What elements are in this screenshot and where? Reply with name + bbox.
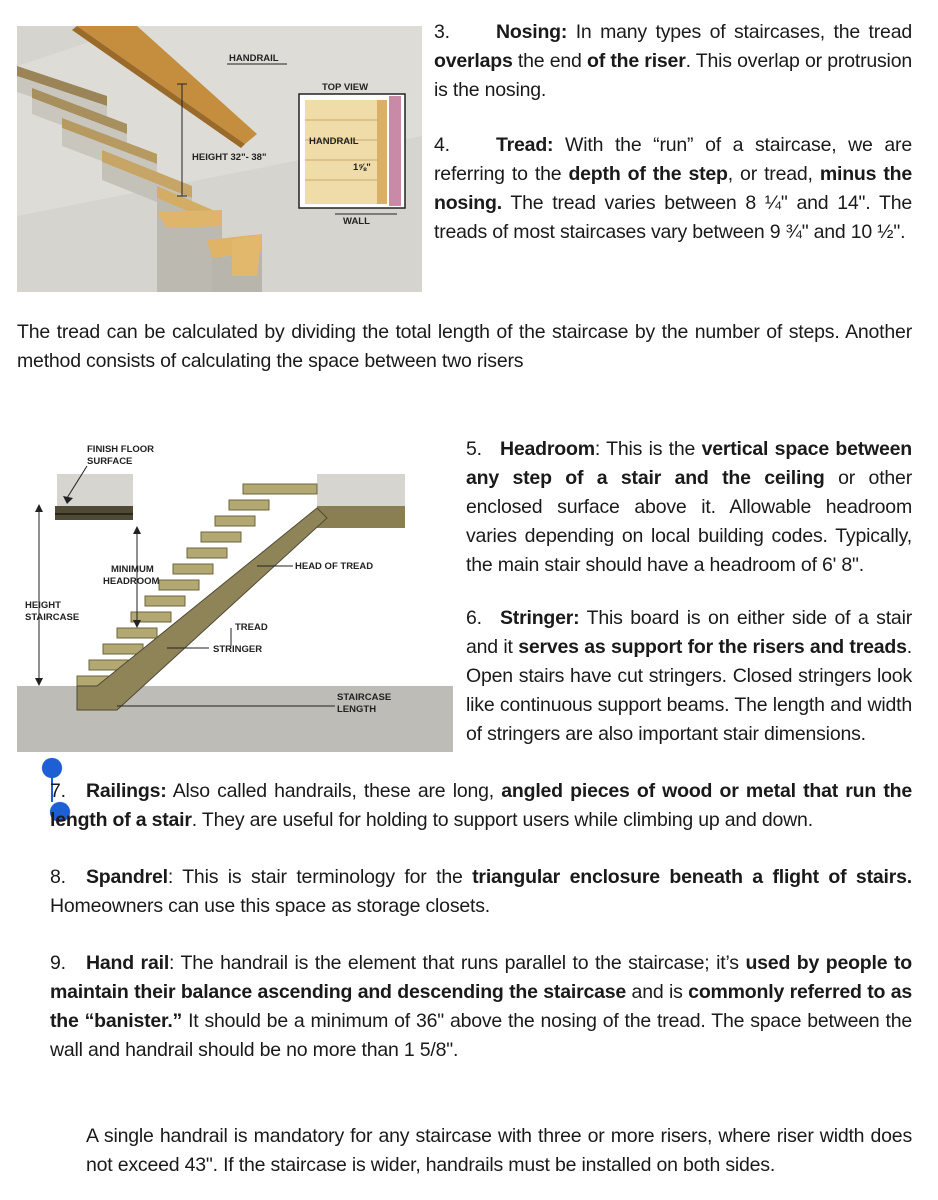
- text-run: : This is the: [594, 438, 702, 460]
- term-hand-rail: Hand rail: [86, 952, 170, 974]
- term-tread: Tread:: [496, 134, 554, 156]
- label-handrail-top: HANDRAIL: [309, 136, 359, 147]
- text-run: : This is stair terminology for the: [167, 866, 473, 888]
- term-headroom: Headroom: [500, 438, 595, 460]
- item-number: 7.: [50, 780, 66, 802]
- bold-run: of the riser: [587, 50, 686, 72]
- bold-run: vertical space between any step of a stair and the ceiling: [466, 438, 913, 489]
- text-run: . This overlap or protrusion is the nosing.: [434, 50, 912, 101]
- item-number: 3.: [434, 21, 450, 43]
- item-number: 9.: [50, 952, 66, 974]
- staircase-dimension-diagram: [17, 438, 453, 752]
- term-nosing: Nosing:: [496, 21, 568, 43]
- bold-run: used by people to maintain their balance ascending and descending the staircase: [50, 952, 912, 1003]
- label-finish-floor-1: FINISH FLOOR: [87, 444, 155, 455]
- label-length-2: LENGTH: [337, 704, 377, 715]
- bold-run: minus the nosing.: [434, 163, 913, 214]
- handrail-rule-paragraph: A single handrail is mandatory for any staircase with three or more risers, where riser width does not exceed 43". If the staircase is wider, handrails must be installed on both sides.: [86, 1125, 912, 1176]
- label-height-2: STAIRCASE: [25, 612, 80, 623]
- item-nosing: [434, 18, 912, 105]
- bold-run: commonly referred to as the “banister.”: [50, 981, 912, 1032]
- text-run: . Open stairs have cut stringers. Closed stringers look like continuous support beams. The length and width of stringers are also important stair dimensions.: [466, 636, 912, 745]
- item-number: 4.: [434, 134, 450, 156]
- label-min-headroom-2: HEADROOM: [103, 576, 160, 587]
- bold-run: angled pieces of wood or metal that run the length of a stair: [50, 780, 912, 831]
- text-run: or other enclosed surface above it. Allowable headroom varies depending on local building codes. Typically, the main stair should have a headroom of 6' 8".: [466, 467, 912, 576]
- text-run: : The handrail is the element that runs parallel to the staircase; it’s: [169, 952, 746, 974]
- text-run: Also called handrails, these are long,: [166, 780, 502, 802]
- text-run: With the “run” of a staircase, we are referring to the: [434, 134, 912, 185]
- item-hand-rail: [50, 949, 912, 1065]
- item-railings: [50, 777, 912, 835]
- text-run: and is: [626, 981, 689, 1003]
- label-gap: 1⅝": [353, 162, 371, 173]
- text-run: the end: [512, 50, 588, 72]
- label-tread: TREAD: [235, 622, 268, 633]
- label-top-view: TOP VIEW: [322, 82, 369, 93]
- text-run: . They are useful for holding to support users while climbing up and down.: [191, 809, 813, 831]
- item-number: 5.: [466, 438, 482, 460]
- term-stringer: Stringer:: [500, 607, 580, 629]
- text-run: It should be a minimum of 36" above the nosing of the tread. The space between the wall and handrail should be no more than 1 5/8".: [50, 1010, 912, 1061]
- text-run: This board is on either side of a stair and it: [466, 607, 912, 658]
- label-stringer: STRINGER: [213, 644, 263, 655]
- text-run: , or tread,: [727, 163, 820, 185]
- item-spandrel: [50, 863, 912, 921]
- label-min-headroom-1: MINIMUM: [111, 564, 154, 575]
- label-handrail: HANDRAIL: [229, 53, 279, 64]
- text-run: In many types of staircases, the tread: [567, 21, 912, 43]
- bold-run: overlaps: [434, 50, 513, 72]
- bold-run: serves as support for the risers and treads: [518, 636, 907, 658]
- label-height-1: HEIGHT: [25, 600, 61, 611]
- term-railings: Railings:: [86, 780, 167, 802]
- handrail-diagram: [17, 26, 422, 292]
- label-height: HEIGHT 32"- 38": [192, 152, 267, 163]
- label-finish-floor-2: SURFACE: [87, 456, 133, 467]
- text-run: Homeowners can use this space as storage closets.: [50, 895, 491, 917]
- item-stringer: [466, 604, 912, 749]
- item-headroom: [466, 435, 912, 580]
- bold-run: triangular enclosure beneath a flight of stairs.: [472, 866, 912, 888]
- item-tread: [434, 131, 912, 247]
- bold-run: depth of the step: [568, 163, 728, 185]
- label-wall: WALL: [343, 216, 370, 227]
- tread-calculation-paragraph: The tread can be calculated by dividing the total length of the staircase by the number of steps. Another method consists of calculating the space between two risers: [17, 321, 912, 372]
- text-run: The tread varies between 8 ¼" and 14". The treads of most staircases vary between 9 ¾" and 10 ½".: [434, 192, 912, 243]
- label-length-1: STAIRCASE: [337, 692, 392, 703]
- item-number: 8.: [50, 866, 66, 888]
- label-head-of-tread: HEAD OF TREAD: [295, 561, 374, 572]
- item-number: 6.: [466, 607, 482, 629]
- term-spandrel: Spandrel: [86, 866, 168, 888]
